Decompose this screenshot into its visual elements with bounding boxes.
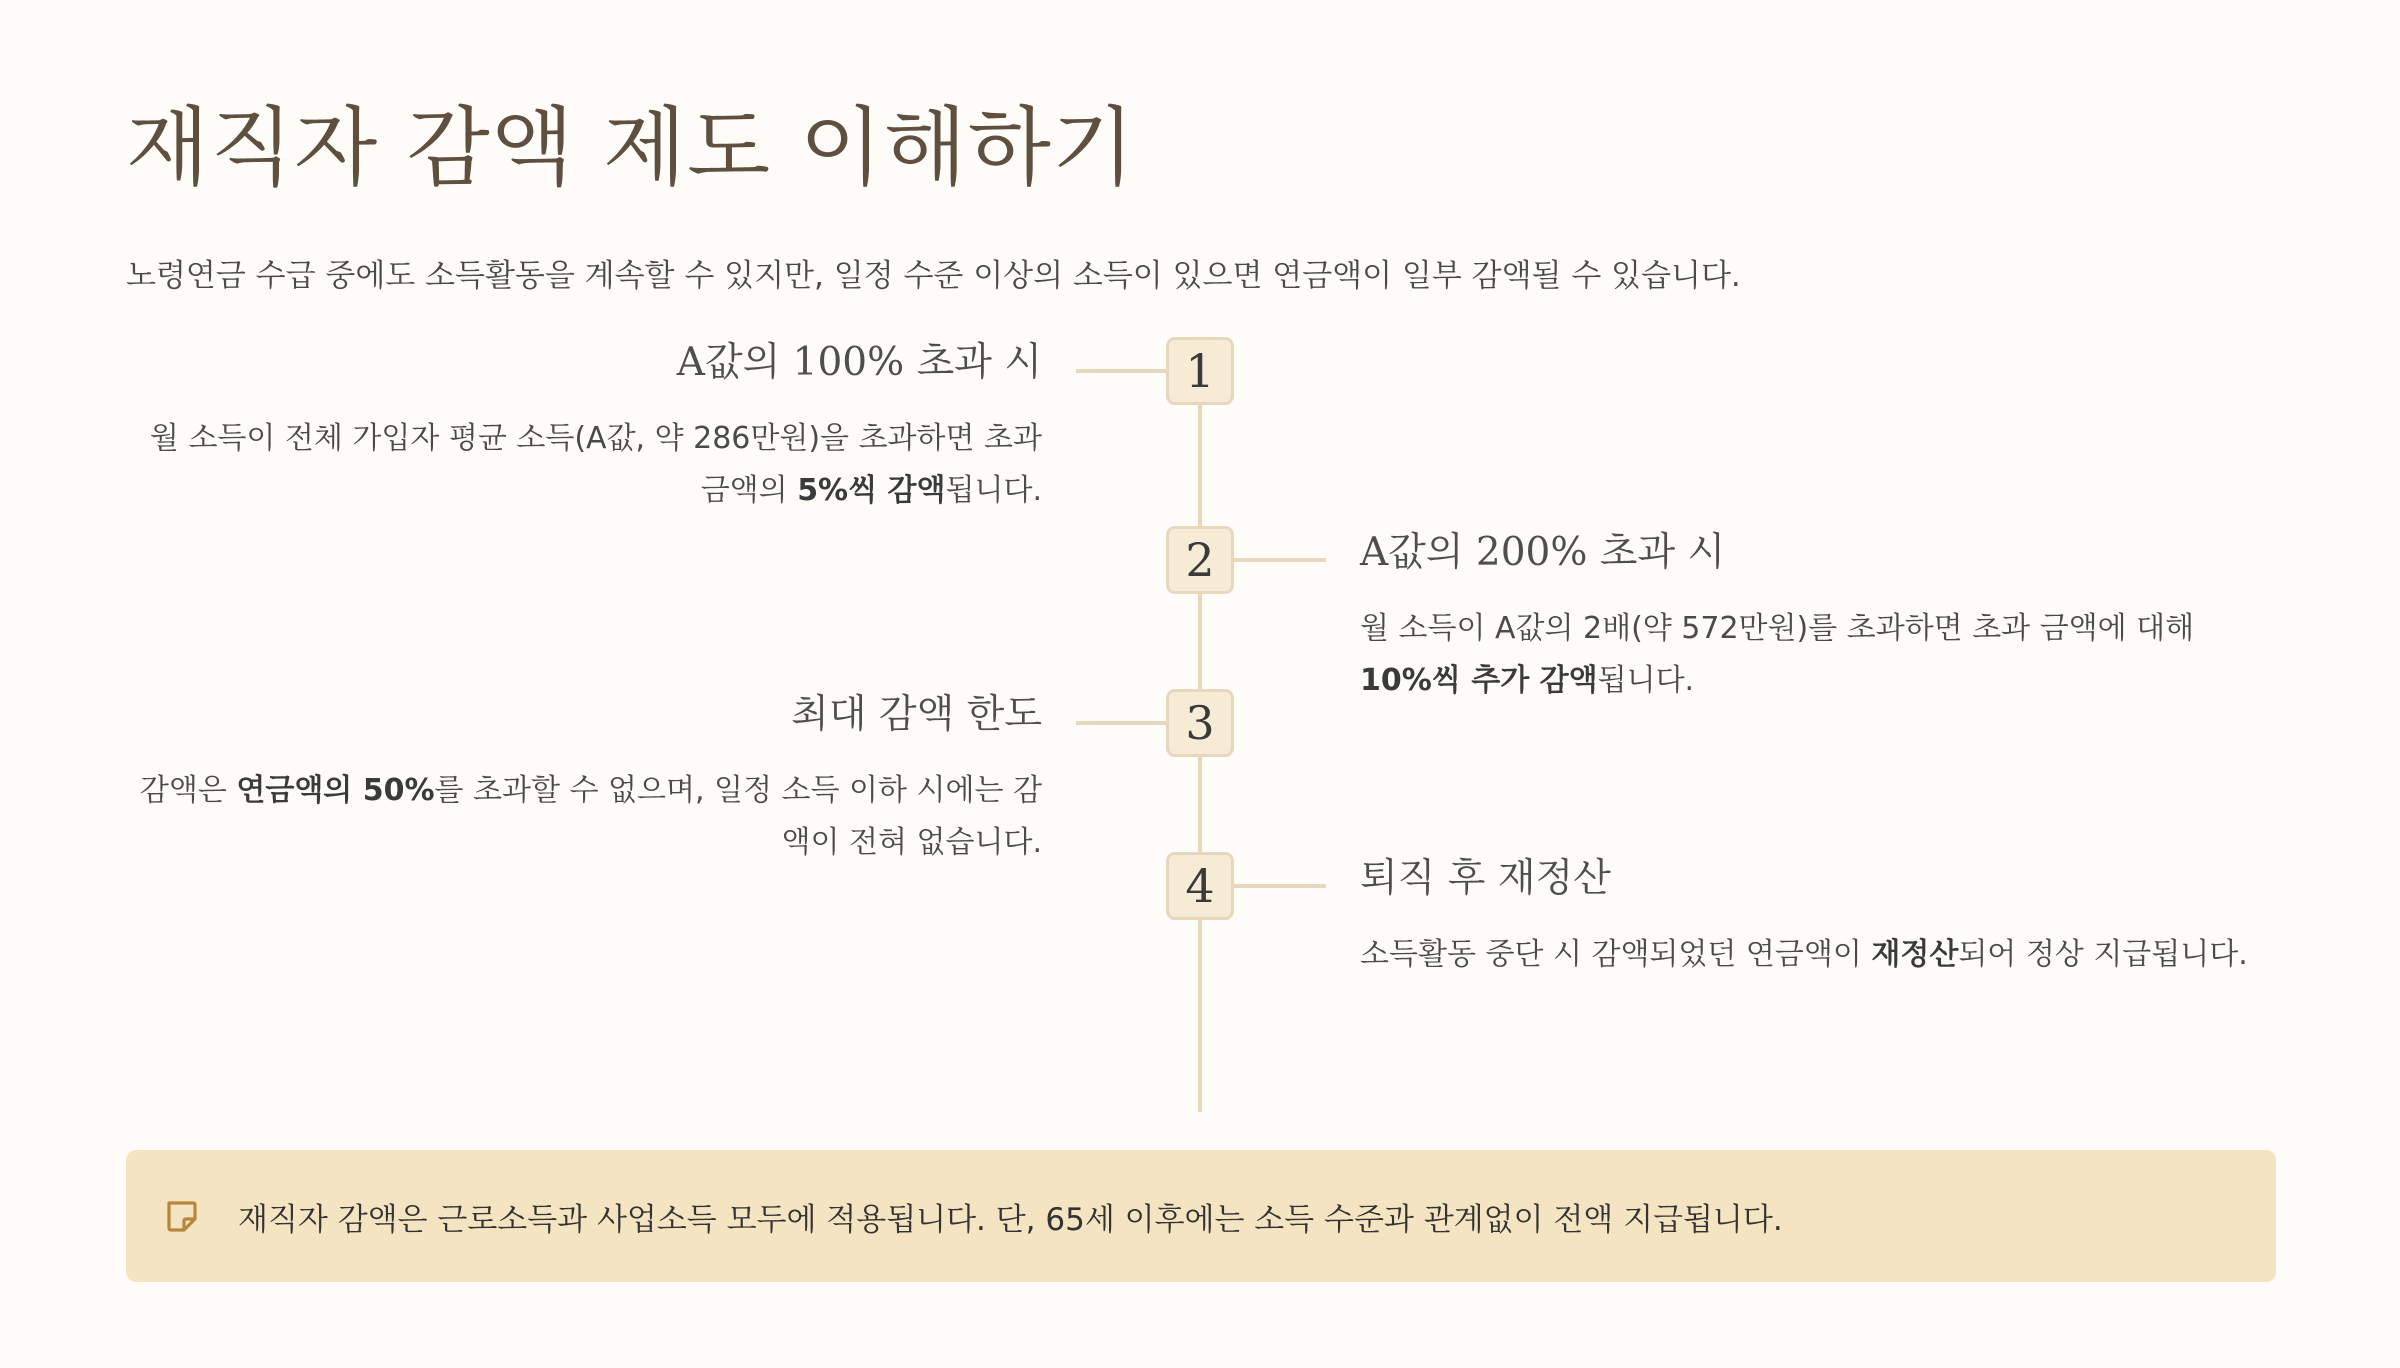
step-description: 소득활동 중단 시 감액되었던 연금액이 재정산되어 정상 지급됩니다.	[1360, 936, 2248, 972]
timeline-step-3	[126, 692, 1042, 869]
step-description: 감액은 연금액의 50%를 초과할 수 없으며, 일정 소득 이하 시에는 감액이 전혀 없습니다.	[139, 772, 1042, 860]
timeline-connector	[1076, 721, 1166, 725]
step-description: 월 소득이 전체 가입자 평균 소득(A값, 약 286만원)을 초과하면 초과 금액의 5%씩 감액됩니다.	[149, 420, 1042, 508]
step-highlight: 5%씩 감액	[797, 472, 946, 508]
page-subtitle: 노령연금 수급 중에도 소득활동을 계속할 수 있지만, 일정 수준 이상의 소득이 있으면 연금액이 일부 감액될 수 있습니다.	[126, 258, 1741, 294]
timeline-step-1	[126, 340, 1042, 517]
step-highlight: 재정산	[1871, 936, 1959, 972]
timeline-step-4	[1360, 856, 2260, 981]
page-title: 재직자 감액 제도 이해하기	[126, 98, 1136, 198]
note-text: 재직자 감액은 근로소득과 사업소득 모두에 적용됩니다. 단, 65세 이후에는 소득 수준과 관계없이 전액 지급됩니다.	[238, 1201, 1783, 1238]
step-title: 최대 감액 한도	[791, 692, 1042, 737]
timeline-connector	[1234, 558, 1326, 562]
step-number-badge: 2	[1166, 526, 1234, 594]
timeline-connector	[1234, 884, 1326, 888]
timeline-step-2	[1360, 530, 2260, 707]
sticky-note-icon	[164, 1196, 204, 1236]
step-highlight: 연금액의 50%	[236, 772, 435, 808]
step-description: 월 소득이 A값의 2배(약 572만원)를 초과하면 초과 금액에 대해 10%씩 추가 감액됩니다.	[1360, 610, 2195, 698]
step-title: A값의 100% 초과 시	[676, 340, 1042, 385]
step-number-badge: 3	[1166, 689, 1234, 757]
info-note	[126, 1150, 2276, 1282]
step-number-badge: 1	[1166, 337, 1234, 405]
step-highlight: 10%씩 추가 감액	[1360, 662, 1598, 698]
timeline-connector	[1076, 369, 1166, 373]
step-title: A값의 200% 초과 시	[1360, 530, 1726, 575]
step-title: 퇴직 후 재정산	[1360, 856, 1611, 901]
step-number-badge: 4	[1166, 852, 1234, 920]
